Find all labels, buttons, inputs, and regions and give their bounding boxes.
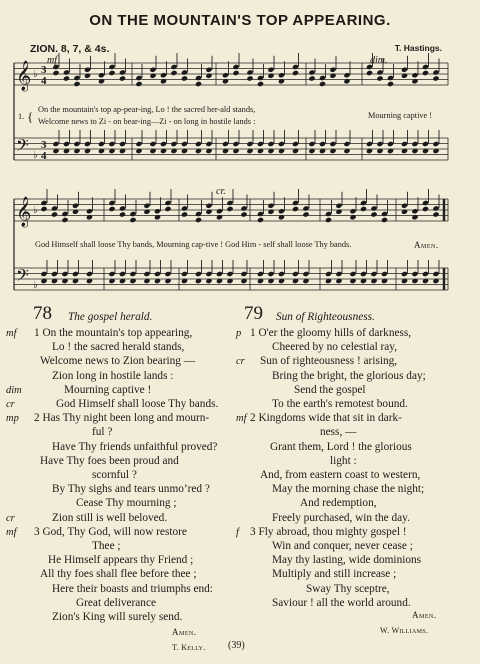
hymn-line: ness, — bbox=[320, 426, 357, 439]
lyric-brace: { bbox=[27, 109, 34, 124]
score-amen: Amen. bbox=[414, 240, 439, 250]
hymn-line: Cheered by no celestial ray, bbox=[272, 341, 398, 354]
svg-text:3: 3 bbox=[41, 64, 47, 76]
tune-name: ZION. 8, 7, & 4s. bbox=[30, 43, 110, 55]
hymn-78-author: T. Kelly. bbox=[172, 643, 206, 652]
svg-text:3: 3 bbox=[41, 139, 47, 151]
hymn-line: Bring the bright, the glorious day; bbox=[272, 369, 426, 382]
dynamic-mf: mf bbox=[47, 55, 57, 66]
page-number: (39) bbox=[228, 640, 245, 651]
hymn-line: Lo ! the sacred herald stands, bbox=[52, 341, 185, 354]
hymn-line: Sun of righteousness ! arising, bbox=[260, 355, 398, 368]
svg-text:𝄞: 𝄞 bbox=[16, 61, 32, 91]
svg-text:♭: ♭ bbox=[33, 150, 38, 161]
hymn-line: And redemption, bbox=[300, 497, 377, 510]
hymn-line: Zion's King will surely send. bbox=[52, 611, 183, 623]
page-title: ON THE MOUNTAIN'S TOP APPEARING. bbox=[89, 12, 391, 29]
dynamic-mark: p bbox=[236, 328, 242, 339]
hymn-line: Grant them, Lord ! the glorious bbox=[270, 440, 412, 453]
hymn-line: 1 O'er the gloomy hills of darkness, bbox=[250, 327, 412, 339]
dynamic-mark: dim bbox=[6, 384, 22, 396]
hymn-line: All thy foes shall flee before thee ; bbox=[40, 568, 197, 581]
dynamic-mark: cr bbox=[6, 512, 15, 524]
dynamic-dim: dim. bbox=[370, 55, 388, 66]
hymn-line: Mourning captive ! bbox=[64, 383, 152, 396]
hymn-line: 3 God, Thy God, will now restore bbox=[34, 525, 187, 538]
hymn-line: Great deliverance bbox=[76, 596, 156, 609]
hymn-line: God Himself shall loose Thy bands. bbox=[56, 398, 219, 410]
dynamic-mark: f bbox=[236, 526, 239, 538]
hymn-line: And, from eastern coast to western, bbox=[260, 469, 421, 481]
hymn-line: May thy lasting, wide dominions bbox=[272, 554, 422, 567]
hymn-79-text bbox=[230, 325, 475, 625]
hymn-line: 2 Kingdoms wide that sit in dark- bbox=[250, 412, 402, 425]
hymn-line: Sway Thy sceptre, bbox=[306, 582, 390, 595]
svg-text:4: 4 bbox=[41, 150, 47, 162]
hymn-78-amen: Amen. bbox=[172, 627, 197, 637]
hymn-line: scornful ? bbox=[92, 469, 137, 481]
hymn-line: Saviour ! all the world around. bbox=[272, 596, 411, 609]
music-score bbox=[0, 0, 480, 310]
lyric-line-1: On the mountain's top ap-pear-ing, Lo ! the sacred her-ald stands, bbox=[38, 105, 256, 114]
verse-number: 1. bbox=[18, 112, 25, 121]
hymn-line: May the morning chase the night; bbox=[272, 483, 425, 496]
composer-name: T. Hastings. bbox=[394, 43, 442, 53]
hymn-line: Thee ; bbox=[92, 540, 121, 552]
hymn-line: 1 On the mountain's top appearing, bbox=[34, 327, 193, 339]
dynamic-mark: cr bbox=[6, 399, 15, 410]
svg-text:♭: ♭ bbox=[33, 205, 38, 216]
hymn-line: light : bbox=[330, 454, 357, 467]
lyric-captive: Mourning captive ! bbox=[368, 111, 433, 120]
lyric-line-2: Welcome news to Zi - on bear-ing—Zi - on long in hostile lands : bbox=[38, 117, 256, 126]
hymn-79-amen: Amen. bbox=[412, 610, 437, 620]
dynamic-cr: cr. bbox=[216, 186, 226, 197]
hymn-line: Freely purchased, win the day. bbox=[272, 511, 410, 524]
hymn-line: Zion long in hostile lands : bbox=[52, 369, 174, 382]
hymn-line: 3 Fly abroad, thou mighty gospel ! bbox=[250, 525, 407, 538]
hymn-79-author: W. Williams. bbox=[380, 626, 429, 635]
hymn-line: Cease Thy mourning ; bbox=[76, 497, 177, 510]
svg-text:4: 4 bbox=[41, 75, 47, 87]
dynamic-mark: mf bbox=[6, 328, 17, 339]
hymn-line: He Himself appears thy Friend ; bbox=[48, 554, 194, 567]
hymn-line: By Thy sighs and tears unmo’red ? bbox=[52, 483, 210, 496]
svg-text:𝄢: 𝄢 bbox=[16, 135, 29, 159]
hymn-line: Zion still is well beloved. bbox=[52, 511, 168, 524]
dynamic-mark: mp bbox=[6, 413, 19, 425]
hymn-line: Welcome news to Zion bearing — bbox=[40, 355, 196, 368]
hymn-line: Multiply and still increase ; bbox=[272, 568, 397, 581]
svg-text:𝄞: 𝄞 bbox=[16, 197, 32, 227]
dynamic-mark: cr bbox=[236, 356, 245, 368]
dynamic-mark: mf bbox=[236, 413, 247, 425]
hymn-79-number: 79 bbox=[244, 303, 263, 324]
hymn-line: Send the gospel bbox=[294, 383, 366, 396]
dynamic-mark: mf bbox=[6, 526, 17, 538]
hymn-line: Here their boasts and triumphs end: bbox=[52, 582, 213, 595]
svg-text:♭: ♭ bbox=[33, 69, 38, 80]
hymn-line: To the earth's remotest bound. bbox=[272, 398, 408, 410]
hymn-78-number: 78 bbox=[33, 303, 52, 324]
lyric-line-3: God Himself shall loose Thy bands, Mourning cap-tive ! God Him - self shall loose Thy bands. bbox=[35, 240, 352, 249]
hymn-line: 2 Has Thy night been long and mourn- bbox=[34, 412, 210, 425]
svg-text:♭: ♭ bbox=[33, 280, 38, 291]
hymn-78-text bbox=[0, 325, 240, 625]
svg-text:𝄢: 𝄢 bbox=[16, 265, 29, 289]
hymn-line: Have Thy foes been proud and bbox=[40, 454, 179, 467]
hymn-line: Win and conquer, never cease ; bbox=[272, 540, 413, 552]
hymn-79-title: Sun of Righteousness. bbox=[276, 311, 375, 323]
hymn-line: Have Thy friends unfaithful proved? bbox=[52, 440, 218, 453]
hymn-78-title: The gospel herald. bbox=[68, 311, 153, 323]
hymn-line: ful ? bbox=[92, 426, 113, 439]
